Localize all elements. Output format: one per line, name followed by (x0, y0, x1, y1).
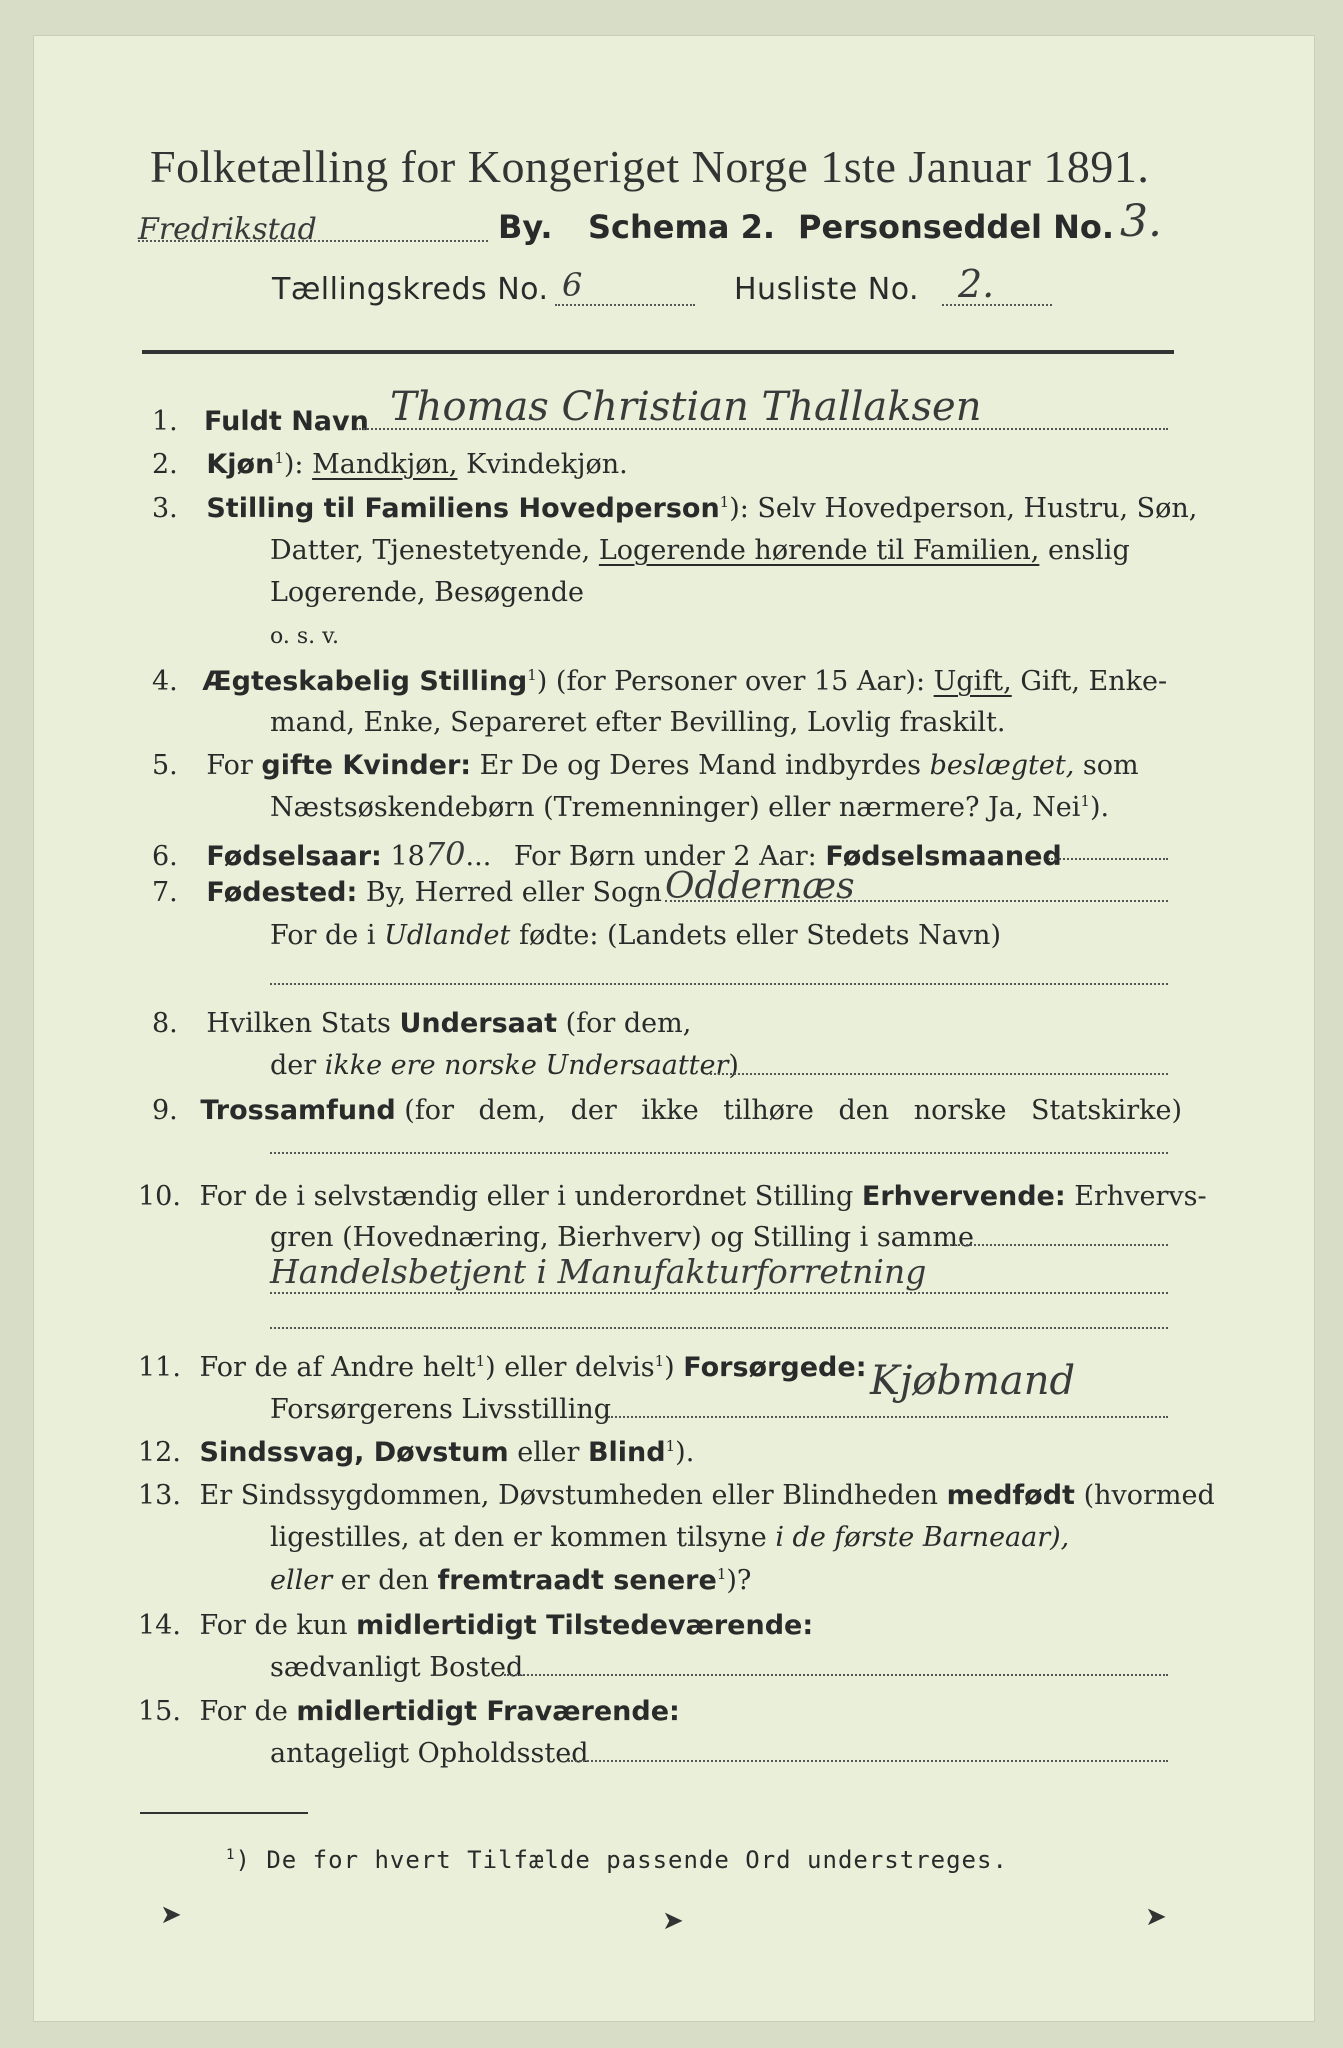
q4-line2: mand, Enke, Separeret efter Bevilling, Lovlig fraskilt. (270, 707, 1006, 738)
q6-number: 6. (152, 841, 178, 872)
footnote (226, 1846, 1008, 1874)
q12-end: ). (675, 1437, 695, 1468)
q2-colon: ): (283, 449, 304, 480)
taellingskreds-dots (555, 304, 695, 306)
q10-line2: gren (Hovednæring, Bierhverv) og Stilling i samme (270, 1222, 975, 1253)
q12-number: 12. (138, 1437, 181, 1468)
q14-line2: sædvanligt Bosted (270, 1652, 524, 1683)
q7-label: Fødested: (206, 877, 358, 908)
registration-mark-right-icon: ➤ (1145, 1902, 1167, 1932)
q8-line1 (152, 1008, 691, 1039)
q2-option-kvindekjon: Kvindekjøn. (466, 449, 628, 480)
q13-line3-b: er den (340, 1565, 429, 1596)
q7-line2 (270, 920, 1001, 951)
q1-label: Fuldt Navn (204, 406, 369, 437)
q13-label2: fremtraadt senere (437, 1565, 717, 1596)
q8-number: 8. (152, 1008, 178, 1039)
q7-answer: Oddernæs (665, 866, 855, 907)
q7-dotted-line (665, 900, 1168, 902)
q1-answer: Thomas Christian Thallaksen (390, 384, 982, 430)
q13-number: 13. (138, 1480, 181, 1511)
q15-line1-a: For de (199, 1696, 288, 1727)
q8-line2-c: ) (728, 1050, 739, 1081)
q7-line2-c: fødte: (Landets eller Stedets Navn) (518, 920, 1001, 951)
q15-dotted-line (568, 1760, 1168, 1762)
q14-label: midlertidigt Tilstedeværende: (356, 1610, 814, 1641)
q3-footnote-mark: 1 (719, 493, 730, 511)
q3-line2-c: enslig (1047, 535, 1130, 566)
q5-number: 5. (152, 750, 178, 781)
schema-label: Schema 2. (588, 208, 775, 246)
q5-footnote-mark: 1 (1080, 792, 1090, 810)
q11-line1-a: For de af Andre helt (199, 1352, 476, 1383)
q14-number: 14. (138, 1610, 181, 1641)
q5-line2-text: Næstsøskendebørn (Tremenninger) eller nærmere? Ja, Nei (270, 792, 1081, 823)
q11-line1: 11. For de af Andre helt$^1$) eller delvis$^1$) Forsørgede: (138, 1352, 867, 1383)
personseddel-label: Personseddel No. (798, 208, 1115, 246)
q6-rest-a: For Børn under 2 Aar: (513, 841, 817, 872)
q3-number: 3. (152, 493, 178, 524)
q2-line (152, 449, 628, 480)
q3-line2-a: Datter, Tjenestetyende, (270, 535, 591, 566)
q3-line3: Logerende, Besøgende (270, 577, 584, 608)
q11-line1-b: ) eller delvis (485, 1352, 655, 1383)
q13-line1-b: (hvormed (1083, 1480, 1215, 1511)
taellingskreds-number: 6 (562, 266, 583, 304)
q7-number: 7. (152, 877, 178, 908)
q6-year-answer: 70 (424, 835, 466, 873)
q5-line1-c: beslægtet, (929, 750, 1075, 781)
q6-year-prefix: 18 (390, 841, 425, 872)
city-dotted-line (138, 240, 488, 242)
q5-label: gifte Kvinder: (261, 750, 472, 781)
q11-number: 11. (138, 1352, 181, 1383)
q13-line2-b: i de første Barneaar), (775, 1522, 1070, 1553)
q14-dotted-line (504, 1674, 1168, 1676)
q1-number: 1. (152, 406, 178, 437)
q14-line1-a: For de kun (199, 1610, 348, 1641)
q13-footnote-mark: 1 (716, 1565, 727, 1583)
q5-line2: Næstsøskendebørn (Tremenninger) eller nærmere? Ja, Nei$^1$). (270, 792, 1110, 823)
registration-mark-center-icon: ➤ (662, 1906, 684, 1936)
q9-line1-text: (for dem, der ikke tilhøre den norske Statskirke) (404, 1095, 1182, 1126)
q15-line2: antageligt Opholdssted (270, 1738, 589, 1769)
q10-answer-dotted-line (270, 1292, 1168, 1294)
q5-line1 (152, 750, 1139, 781)
q13-line3-a: eller (270, 1565, 333, 1596)
city-handwritten: Fredrikstad (138, 212, 317, 247)
q8-line2-b: ikke ere norske Undersaatter (324, 1050, 729, 1081)
q13-line3 (270, 1565, 751, 1596)
header-rule (142, 350, 1174, 354)
q5-line1-a: For (206, 750, 253, 781)
q3-line1 (152, 493, 1197, 524)
q4-option-ugift: Ugift, (933, 666, 1012, 697)
q10-number: 10. (138, 1181, 181, 1212)
q7-line1-text: By, Herred eller Sogn (365, 877, 662, 908)
q8-line1-a: Hvilken Stats (206, 1008, 391, 1039)
q6-label: Fødselsaar: (206, 841, 382, 872)
q7-line1 (152, 877, 662, 908)
husliste-label: Husliste No. (734, 272, 920, 307)
footnote-mark: 1 (226, 1847, 236, 1863)
q4-footnote-mark: 1 (527, 666, 537, 684)
husliste-number: 2. (958, 262, 995, 306)
q8-label: Undersaat (399, 1008, 558, 1039)
q15-label: midlertidigt Fraværende: (296, 1696, 680, 1727)
q6-line: 6. Fødselsaar: 1870... For Børn under 2 Aar: Fødselsmaaned (152, 835, 1062, 873)
q2-number: 2. (152, 449, 178, 480)
q12-line (138, 1437, 694, 1468)
q2-label: Kjøn (206, 449, 275, 480)
q8-line2 (270, 1050, 739, 1081)
q7-line2-b: Udlandet (384, 920, 511, 951)
q2-option-mandkjon: Mandkjøn, (312, 449, 458, 480)
q3-line2 (270, 535, 1130, 566)
by-label: By. (498, 208, 553, 246)
q9-number: 9. (152, 1095, 178, 1126)
q12-mid: eller (517, 1437, 580, 1468)
q14-line1 (138, 1610, 813, 1641)
q6-rest-b: Fødselsmaaned (825, 841, 1062, 872)
q15-line1 (138, 1696, 680, 1727)
q7-extra-dotted-line (270, 983, 1168, 985)
q13-line1 (138, 1480, 1215, 1511)
q10-extra-dotted-line (270, 1327, 1168, 1329)
q8-line2-a: der (270, 1050, 317, 1081)
q7-line2-a: For de i (270, 920, 376, 951)
q13-label: medfødt (946, 1480, 1075, 1511)
q13-line3-c: )? (726, 1565, 752, 1596)
city-line (138, 208, 317, 248)
q10-answer: Handelsbetjent i Manufakturforretning (270, 1252, 927, 1291)
q11-answer: Kjøbmand (870, 1358, 1076, 1404)
q11-label: Forsørgede: (683, 1352, 867, 1383)
q4-label: Ægteskabelig Stilling (202, 666, 528, 697)
husliste-dots (942, 304, 1052, 306)
q13-line2 (270, 1522, 1069, 1553)
q11-line2: Forsørgerens Livsstilling (270, 1394, 612, 1425)
q10-line1-a: For de i selvstændig eller i underordnet Stilling (199, 1181, 854, 1212)
q3-option-logerende-horende: Logerende hørende til Familien, (598, 535, 1040, 566)
q4-line1 (152, 666, 1167, 697)
personseddel-number: 3. (1120, 196, 1162, 247)
q8-dotted-line (706, 1073, 1168, 1075)
q10-label: Erhvervende: (861, 1181, 1066, 1212)
q5-line1-b: Er De og Deres Mand indbyrdes (479, 750, 922, 781)
q4-line1-a: ) (for Personer over 15 Aar): (536, 666, 926, 697)
footnote-text: ) De for hvert Tilfælde passende Ord understreges. (235, 1846, 1008, 1874)
form-title: Folketælling for Kongeriget Norge 1ste Januar 1891. (150, 141, 1150, 192)
q10-dotted-line (950, 1244, 1168, 1246)
q11-footnote-mark-2: 1 (654, 1352, 665, 1370)
q9-label: Trossamfund (200, 1095, 396, 1126)
q2-footnote-mark: 1 (274, 449, 284, 467)
q15-number: 15. (138, 1696, 181, 1727)
q3-label: Stilling til Familiens Hovedperson (206, 493, 720, 524)
q10-line1 (138, 1181, 1207, 1212)
registration-mark-left-icon: ➤ (160, 1900, 182, 1930)
q4-line1-c: Gift, Enke- (1020, 666, 1168, 697)
q13-line2-a: ligestilles, at den er kommen tilsyne (270, 1522, 767, 1553)
q10-line1-b: Erhvervs- (1074, 1181, 1207, 1212)
q9-line1 (152, 1095, 1182, 1126)
q12-footnote-mark: 1 (665, 1437, 676, 1455)
q9-dotted-line (270, 1152, 1168, 1154)
q5-line1-d: som (1082, 750, 1139, 781)
taellingskreds-label: Tællingskreds No. (272, 272, 549, 307)
q6-dotted-line (1048, 858, 1168, 860)
q13-line1-a: Er Sindssygdommen, Døvstumheden eller Blindheden (199, 1480, 939, 1511)
q12-label2: Blind (587, 1437, 666, 1468)
q3-line1-rest: ): Selv Hovedperson, Hustru, Søn, (729, 493, 1198, 524)
q11-dotted-line (608, 1416, 1168, 1418)
q4-number: 4. (152, 666, 178, 697)
q11-footnote-mark-1: 1 (475, 1352, 486, 1370)
q3-line4: o. s. v. (270, 624, 339, 649)
footnote-rule (140, 1812, 308, 1814)
q12-label: Sindssvag, Døvstum (199, 1437, 509, 1468)
q8-line1-b: (for dem, (565, 1008, 692, 1039)
